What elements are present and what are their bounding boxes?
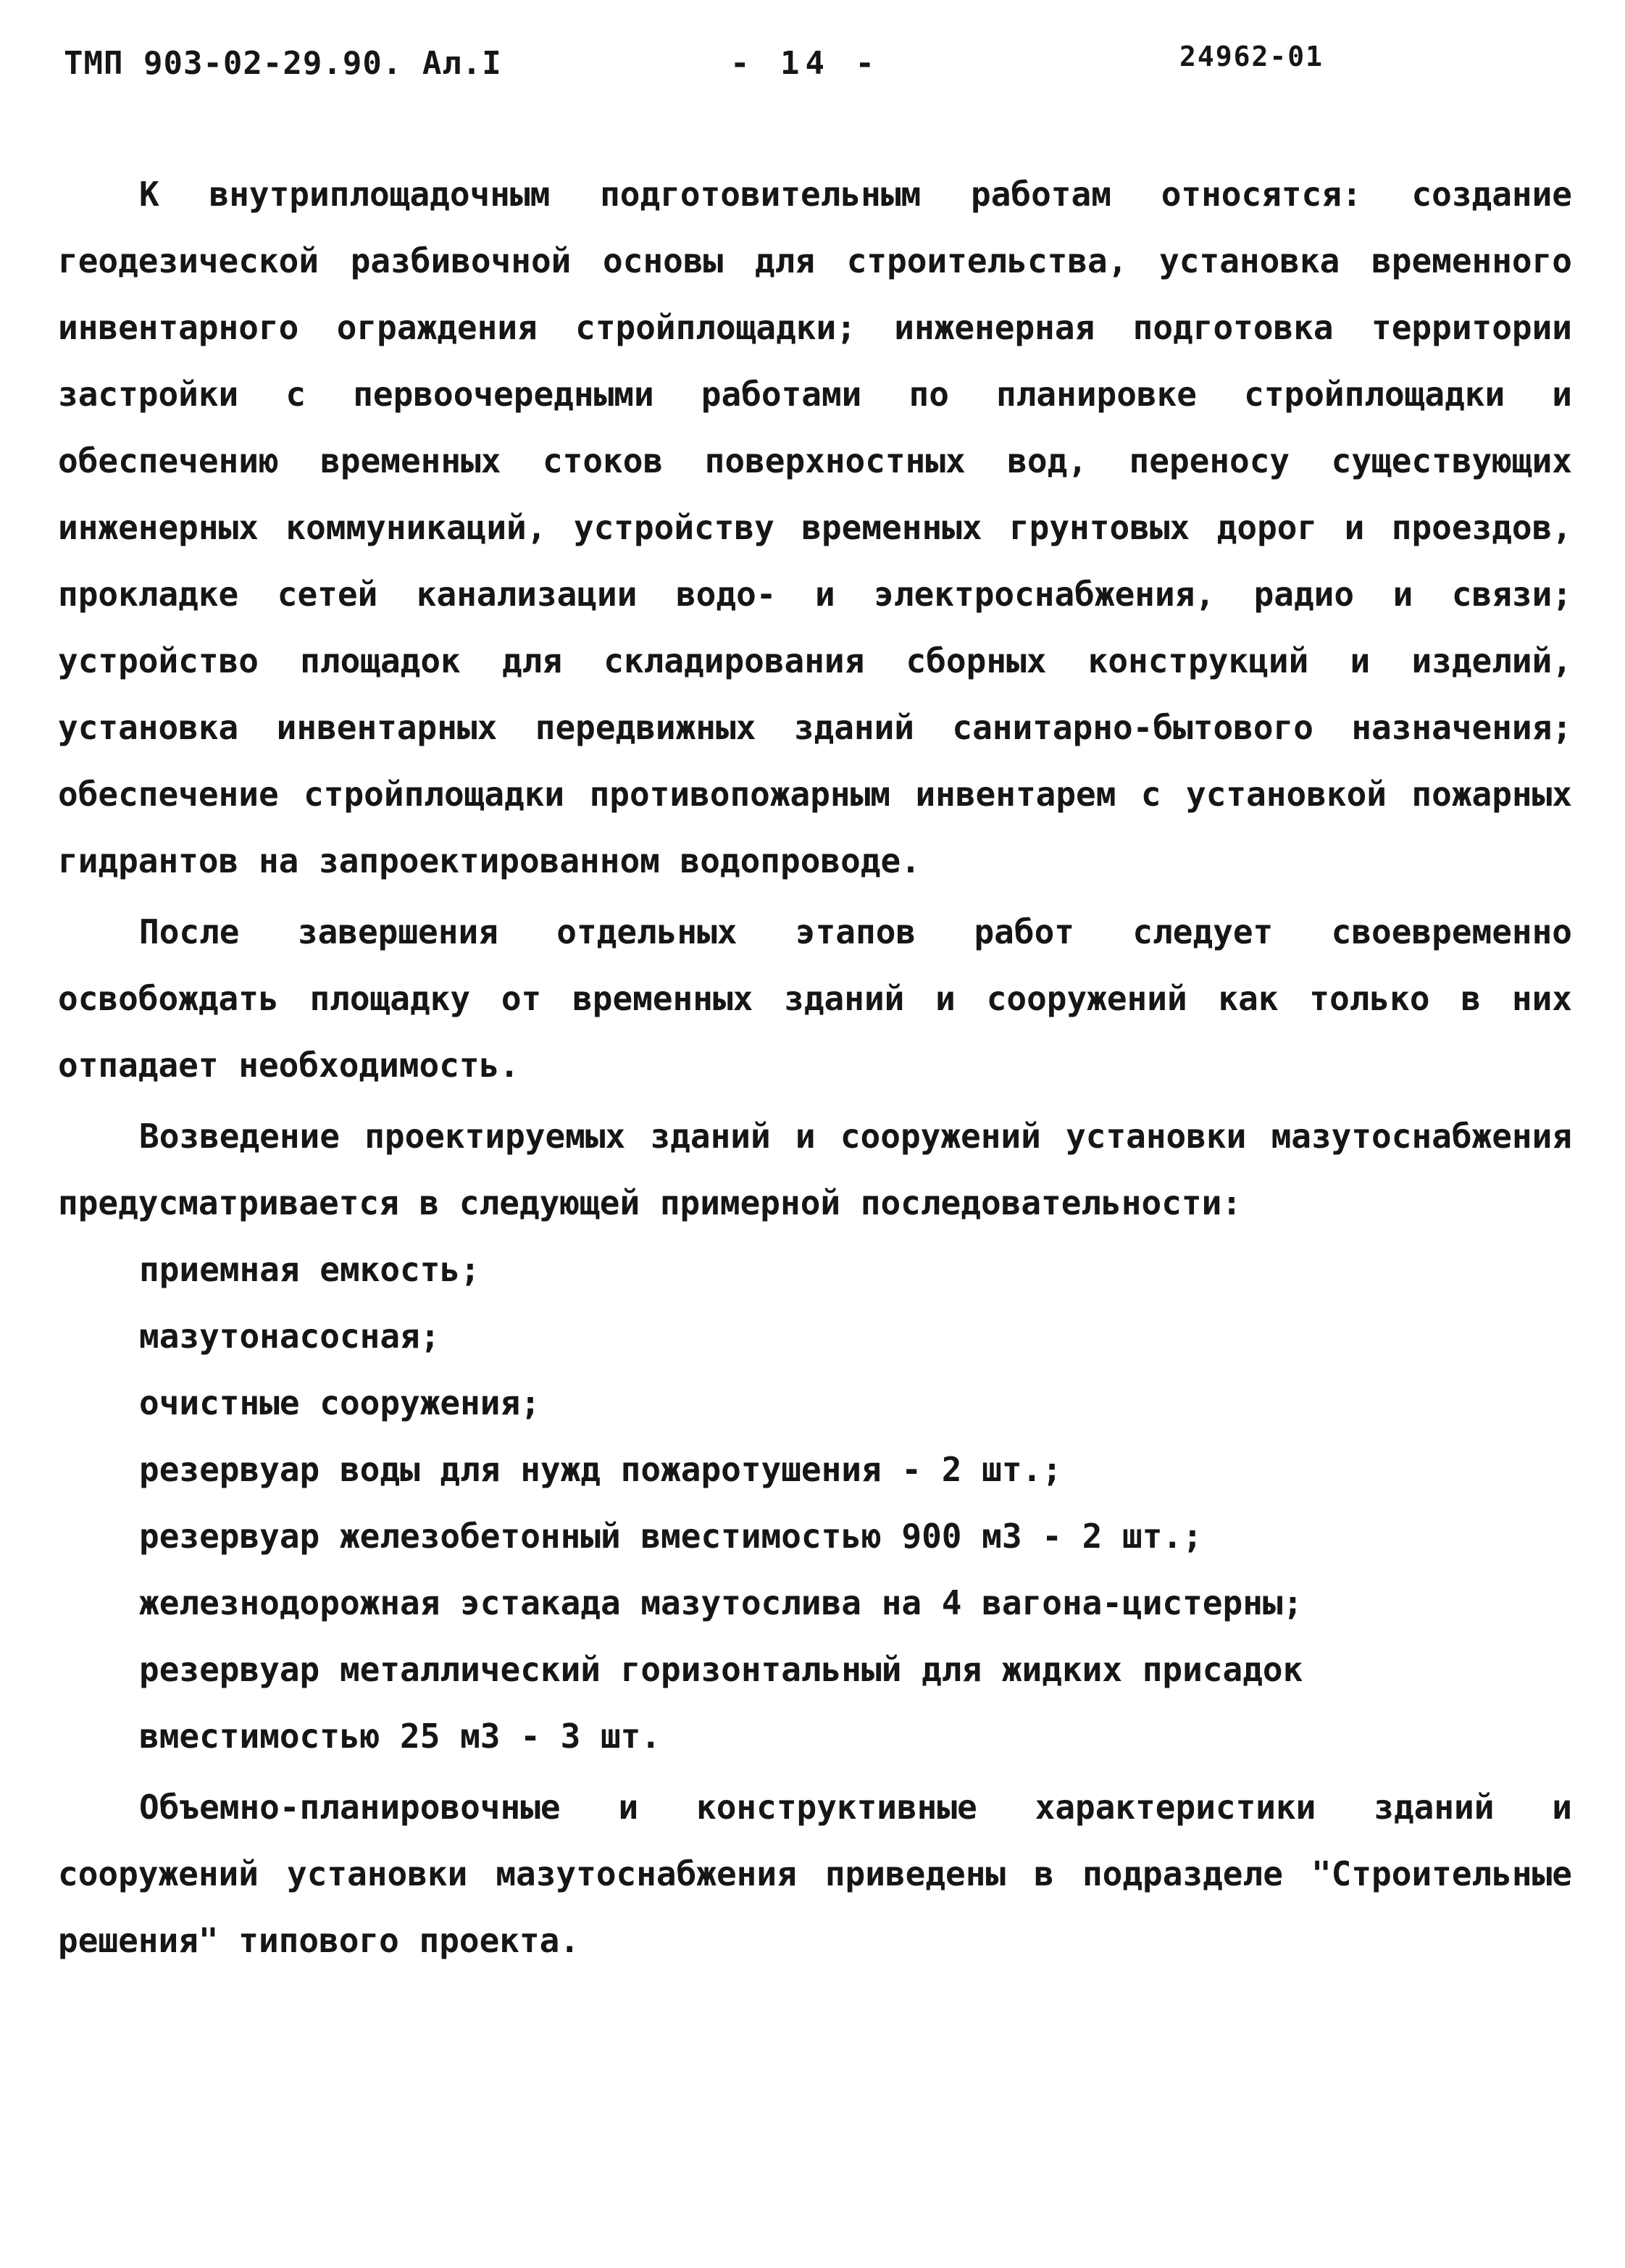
construction-sequence-list [58, 1236, 1572, 1769]
paragraph-construction-sequence: Возведение проектируемых зданий и сооружений установки мазутоснабжения предусматривается в следующей примерной последовательности: [58, 1117, 1572, 1222]
list-item: очистные сооружения; [139, 1383, 540, 1422]
document-body [58, 161, 1572, 1974]
page-header [64, 41, 1571, 96]
list-item: мазутонасосная; [139, 1317, 440, 1356]
archive-number: 24962-01 [1179, 41, 1324, 72]
list-item: приемная емкость; [139, 1250, 480, 1289]
list-item-continuation: вместимостью 25 м3 - 3 шт. [139, 1717, 661, 1756]
page-number: - 14 - [730, 45, 880, 82]
paragraph-closing: Объемно-планировочные и конструктивные характеристики зданий и сооружений установки мазутоснабжения приведены в подразделе "Строительные решения" типового проекта. [58, 1788, 1572, 1960]
paragraph-site-clearing: После завершения отдельных этапов работ следует своевременно освобождать площадку от временных зданий и сооружений как только в них отпадает необходимость. [58, 912, 1572, 1085]
list-item: резервуар металлический горизонтальный для жидких присадок [139, 1650, 1303, 1689]
list-item: железнодорожная эстакада мазутослива на 4 вагона-цистерны; [139, 1583, 1303, 1622]
list-item: резервуар железобетонный вместимостью 900 м3 - 2 шт.; [139, 1517, 1203, 1556]
list-item: резервуар воды для нужд пожаротушения - 2 шт.; [139, 1450, 1062, 1489]
document-code: ТМП 903-02-29.90. Ал.I [64, 45, 502, 82]
paragraph-preparatory-works: К внутриплощадочным подготовительным работам относятся: создание геодезической разбивочной основы для строительства, установка временного инвентарного ограждения стройплощадки; инженерная подготовка территории застройки с первоочередными работами по планировке стройплощадки и обеспечению временных стоков поверхностных вод, переносу существующих инженерных коммуникаций, устройству временных грунтовых дорог и проездов, прокладке сетей канализации водо- и электроснабжения, радио и связи; устройство площадок для складирования сборных конструкций и изделий, установка инвентарных передвижных зданий санитарно-бытового назначения; обеспечение стройплощадки противопожарным инвентарем с установкой пожарных гидрантов на запроектированном водопроводе. [58, 175, 1572, 880]
